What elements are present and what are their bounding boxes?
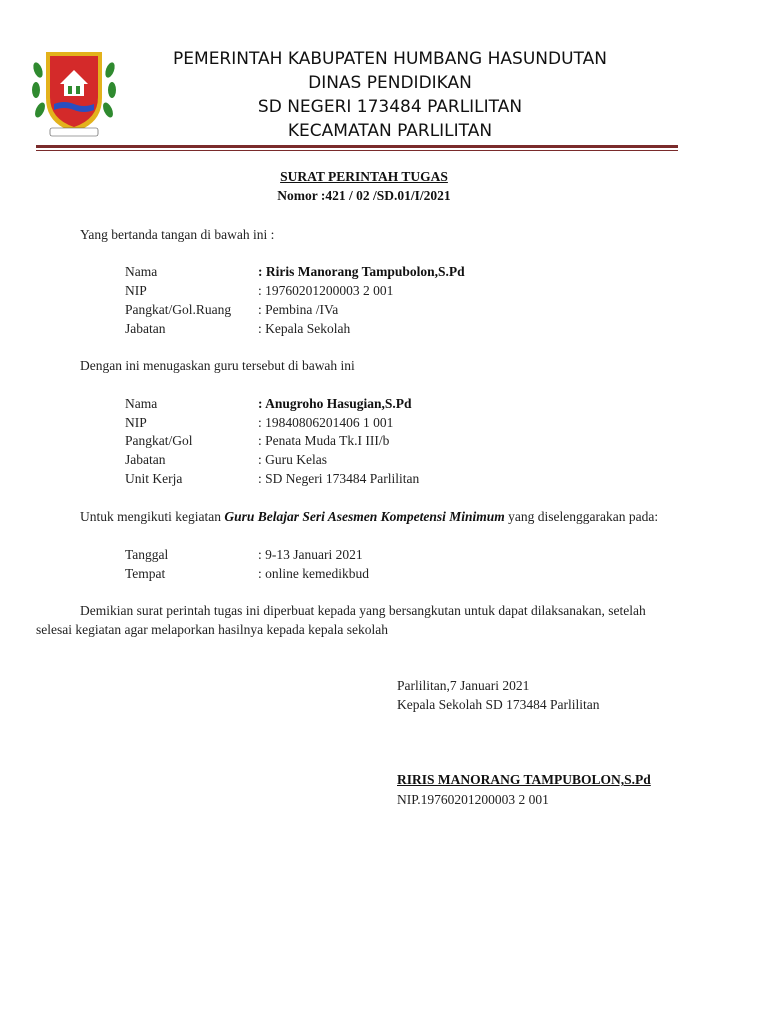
assignee-label-rank: Pangkat/Gol [125,433,193,448]
closing-line-2: selesai kegiatan agar melaporkan hasilnya kepada kepala sekolah [36,622,388,637]
assignment-intro: Dengan ini menugaskan guru tersebut di bawah ini [80,358,355,373]
signer-value-rank: : Pembina /IVa [258,302,339,317]
signature-nip: NIP.19760201200003 2 001 [397,792,549,807]
header-government: PEMERINTAH KABUPATEN HUMBANG HASUNDUTAN [173,49,607,69]
assignee-value-rank: : Penata Muda Tk.I III/b [258,433,390,448]
assignee-label-name: Nama [125,396,158,411]
signer-label-nip: NIP [125,283,147,298]
purpose-prefix: Untuk mengikuti kegiatan [80,509,225,524]
regency-logo [30,40,118,140]
signer-label-position: Jabatan [125,321,166,336]
signature-name: RIRIS MANORANG TAMPUBOLON,S.Pd [397,772,651,787]
closing-line-1: Demikian surat perintah tugas ini diperbuat kepada yang bersangkutan untuk dapat dilaksanakan, setelah [80,603,646,618]
purpose-line [80,507,658,526]
assignee-label-nip: NIP [125,415,147,430]
assignee-label-unit: Unit Kerja [125,471,183,486]
header-department: DINAS PENDIDIKAN [308,73,472,93]
signer-label-name: Nama [125,264,158,279]
signer-value-name: : Riris Manorang Tampubolon,S.Pd [258,264,465,279]
document-title: SURAT PERINTAH TUGAS [280,169,448,184]
header-district: KECAMATAN PARLILITAN [287,121,493,141]
header-divider-thin [36,150,678,151]
signer-label-rank: Pangkat/Gol.Ruang [125,302,232,317]
event-label-date: Tanggal [125,547,169,562]
activity-name: Guru Belajar Seri Asesmen Kompetensi Minimum [224,509,505,524]
assignee-value-nip: : 19840806201406 1 001 [258,415,394,430]
header-school: SD NEGERI 173484 PARLILITAN [257,97,523,117]
purpose-suffix: yang diselenggarakan pada: [504,509,659,524]
assignee-label-position: Jabatan [125,452,166,467]
signer-value-position: : Kepala Sekolah [258,321,351,336]
document-number: Nomor :421 / 02 /SD.01/I/2021 [277,188,451,203]
header-divider [36,145,678,148]
event-value-place: : online kemedikbud [258,566,369,581]
signature-place-date: Parlilitan,7 Januari 2021 [397,678,530,693]
assignee-value-unit: : SD Negeri 173484 Parlilitan [258,471,420,486]
signature-position: Kepala Sekolah SD 173484 Parlilitan [397,697,600,712]
assignee-value-name: : Anugroho Hasugian,S.Pd [258,396,412,411]
intro-text: Yang bertanda tangan di bawah ini : [80,227,275,242]
assignee-value-position: : Guru Kelas [258,452,327,467]
event-value-date: : 9-13 Januari 2021 [258,547,363,562]
event-label-place: Tempat [125,566,166,581]
signer-value-nip: : 19760201200003 2 001 [258,283,394,298]
